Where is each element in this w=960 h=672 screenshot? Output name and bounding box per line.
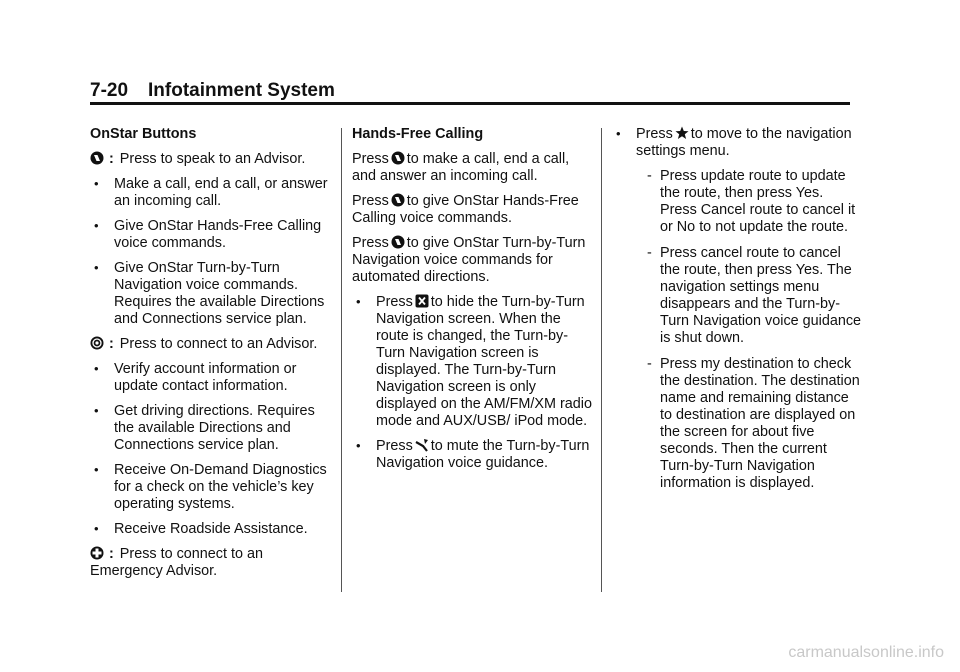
mute-button-icon xyxy=(415,438,429,452)
column-navigation-settings xyxy=(612,126,862,501)
column-divider-1 xyxy=(341,128,342,592)
voice-button-icon xyxy=(391,235,405,249)
voice-button-icon xyxy=(391,151,405,165)
list-item: • Verify account information or update contact information. xyxy=(90,361,330,395)
column-divider-2 xyxy=(601,128,602,592)
header-rule xyxy=(90,102,850,105)
navigation-list xyxy=(612,126,862,492)
page-title: Infotainment System xyxy=(148,80,335,101)
list-item: • Give OnStar Hands-Free Calling voice commands. xyxy=(90,218,330,252)
emergency-button-icon xyxy=(90,546,104,560)
column-hands-free-calling xyxy=(352,126,592,480)
emergency-button-description: : Press to connect to an Emergency Advisor. xyxy=(90,546,263,579)
page-header xyxy=(90,80,335,102)
voice-button-icon xyxy=(90,151,104,165)
star-button-icon xyxy=(675,126,689,140)
paragraph-hands-free-commands: Press to give OnStar Hands-Free Calling voice commands. xyxy=(352,193,579,226)
list-item: • Give OnStar Turn-by-Turn Navigation voice commands. Requires the available Directions and Connections service plan. xyxy=(90,260,330,328)
page-number: 7-20 xyxy=(90,80,129,101)
voice-button-icon xyxy=(391,193,405,207)
list-item: • Receive Roadside Assistance. xyxy=(90,521,330,538)
voice-button-list xyxy=(90,176,330,328)
list-item: • Make a call, end a call, or answer an incoming call. xyxy=(90,176,330,210)
navigation-settings-sublist xyxy=(636,168,862,492)
list-item: • Press to hide the Turn-by-Turn Navigation screen. When the route is changed, the Turn-by-Turn Navigation screen is displayed. The Turn-by-Turn Navigation screen is only displayed on the AM/FM/XM radio mode and AUX/USB/ iPod mode. xyxy=(352,294,592,430)
list-item: • Press to move to the navigation settings menu. - Press update route to update the route, then press Yes. Press Cancel route to cancel it or No to not update the route. - Press cancel route to cancel the route, then press Yes. The navigation settings menu disappears and the Turn-by-Turn Navigation voice guidance is shut down. - Press my destination to check the destination. The destination name and remaining distance to destination are displayed on the screen for about five seconds. Then the current Turn-by-Turn Navigation information is displayed. xyxy=(612,126,862,492)
onstar-button-description: : Press to connect to an Advisor. xyxy=(90,336,330,353)
list-item: • Receive On-Demand Diagnostics for a check on the vehicle’s key operating systems. xyxy=(90,462,330,513)
voice-button-description: : Press to speak to an Advisor. xyxy=(90,151,330,168)
list-item: - Press my destination to check the destination. The destination name and remaining distance to destination are displayed on the screen for about five seconds. Then the current Turn-by-Turn Navigation information is displayed. xyxy=(636,356,862,492)
onstar-button-text: Press to connect to an Advisor. xyxy=(119,336,318,352)
list-item: • Press to mute the Turn-by-Turn Navigation voice guidance. xyxy=(352,438,592,472)
voice-button-text: Press to speak to an Advisor. xyxy=(119,151,306,167)
column-onstar-buttons xyxy=(90,126,330,588)
list-item: • Get driving directions. Requires the available Directions and Connections service plan. xyxy=(90,403,330,454)
watermark: carmanualsonline.info xyxy=(788,644,944,661)
section-heading-onstar-buttons: OnStar Buttons xyxy=(90,126,197,142)
x-button-icon xyxy=(415,294,429,308)
paragraph-make-call: Press to make a call, end a call, and answer an incoming call. xyxy=(352,151,570,184)
onstar-button-list xyxy=(90,361,330,538)
emergency-button-text: Press to connect to an Emergency Advisor. xyxy=(90,546,263,579)
hands-free-list xyxy=(352,294,592,472)
paragraph-navigation-commands: Press to give OnStar Turn-by-Turn Navigation voice commands for automated directions. xyxy=(352,235,586,285)
list-item: - Press cancel route to cancel the route, then press Yes. The navigation settings menu disappears and the Turn-by-Turn Navigation voice guidance is shut down. xyxy=(636,245,862,347)
list-item: - Press update route to update the route, then press Yes. Press Cancel route to cancel it or No to not update the route. xyxy=(636,168,862,236)
section-heading-hands-free-calling: Hands-Free Calling xyxy=(352,126,484,142)
onstar-button-icon xyxy=(90,336,104,350)
